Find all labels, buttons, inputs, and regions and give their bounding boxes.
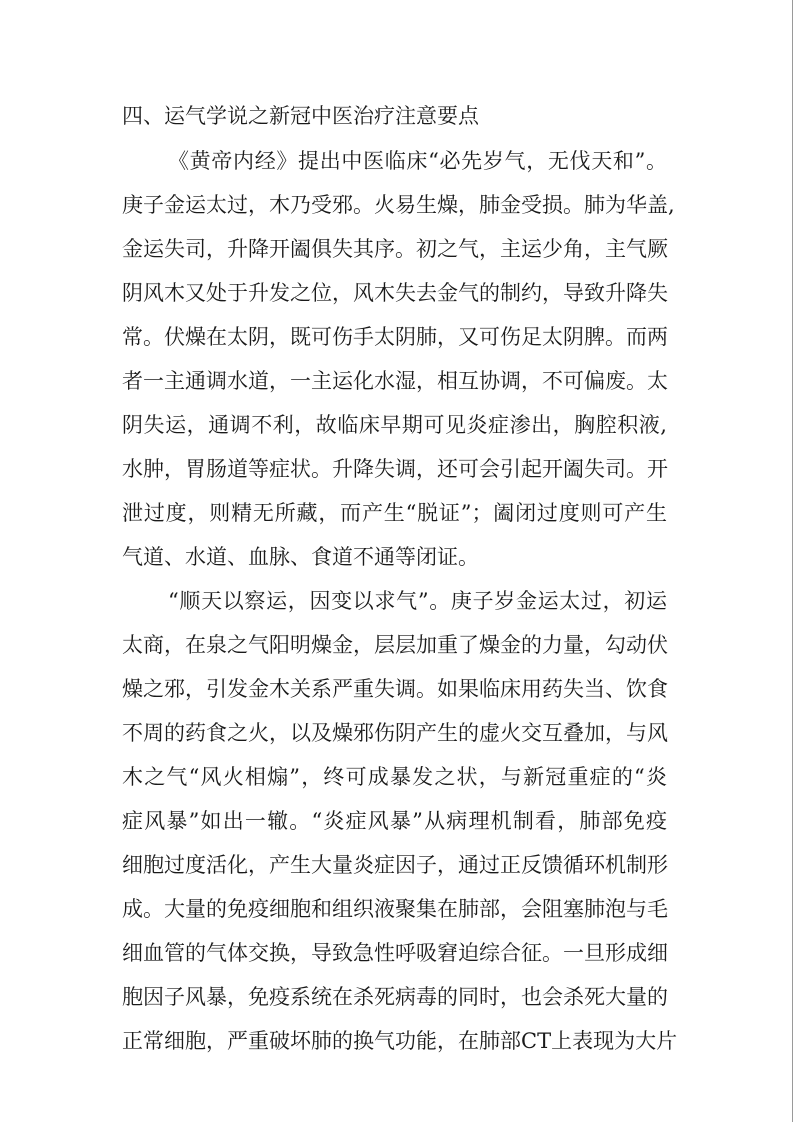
paragraph-line: 阴风木又处于升发之位，风木失去金气的制约，导致升降失 (122, 281, 668, 305)
paragraph-line: “顺天以察运，因变以求气”。庚子岁金运太过，初运 (168, 589, 667, 613)
paragraph-line: 正常细胞，严重破坏肺的换气功能，在肺部CT上表现为大片 (122, 1029, 678, 1053)
paragraph-line: 泄过度，则精无所藏，而产生“脱证”；阖闭过度则可产生 (122, 501, 667, 525)
paragraph-line: 《黄帝内经》提出中医临床“必先岁气，无伐天和”。 (168, 149, 667, 173)
paragraph-line: 金运失司，升降开阖俱失其序。初之气，主运少角，主气厥 (122, 237, 668, 261)
paragraph-line: 气道、水道、血脉、食道不通等闭证。 (122, 545, 479, 569)
paragraph-line: 常。伏燥在太阴，既可伤手太阴肺，又可伤足太阴脾。而两 (122, 325, 668, 349)
paragraph-line: 木之气“风火相煽”，终可成暴发之状，与新冠重症的“炎 (122, 765, 667, 789)
paragraph-line: 不周的药食之火，以及燥邪伤阴产生的虚火交互叠加，与风 (122, 721, 668, 745)
paragraph-line: 症风暴”如出一辙。“炎症风暴”从病理机制看，肺部免疫 (122, 809, 667, 833)
paragraph-line: 成。大量的免疫细胞和组织液聚集在肺部，会阻塞肺泡与毛 (122, 897, 668, 921)
paragraph-line: 阴失运，通调不利，故临床早期可见炎症渗出，胸腔积液, (122, 413, 667, 437)
paragraph-line: 细胞过度活化，产生大量炎症因子，通过正反馈循环机制形 (122, 853, 668, 877)
paragraph-line: 燥之邪，引发金木关系严重失调。如果临床用药失当、饮食 (122, 677, 668, 701)
paragraph-line: 庚子金运太过，木乃受邪。火易生燥，肺金受损。肺为华盖, (122, 193, 675, 217)
paragraph-line: 胞因子风暴，免疫系统在杀死病毒的同时，也会杀死大量的 (122, 985, 668, 1009)
section-heading: 四、运气学说之新冠中医治疗注意要点 (122, 104, 479, 128)
paragraph-line: 者一主通调水道，一主运化水湿，相互协调，不可偏废。太 (122, 369, 668, 393)
paragraph-line: 水肿，胃肠道等症状。升降失调，还可会引起开阖失司。开 (122, 457, 668, 481)
paragraph-line: 太商，在泉之气阳明燥金，层层加重了燥金的力量，勾动伏 (122, 633, 668, 657)
paragraph-line: 细血管的气体交换，导致急性呼吸窘迫综合征。一旦形成细 (122, 941, 668, 965)
